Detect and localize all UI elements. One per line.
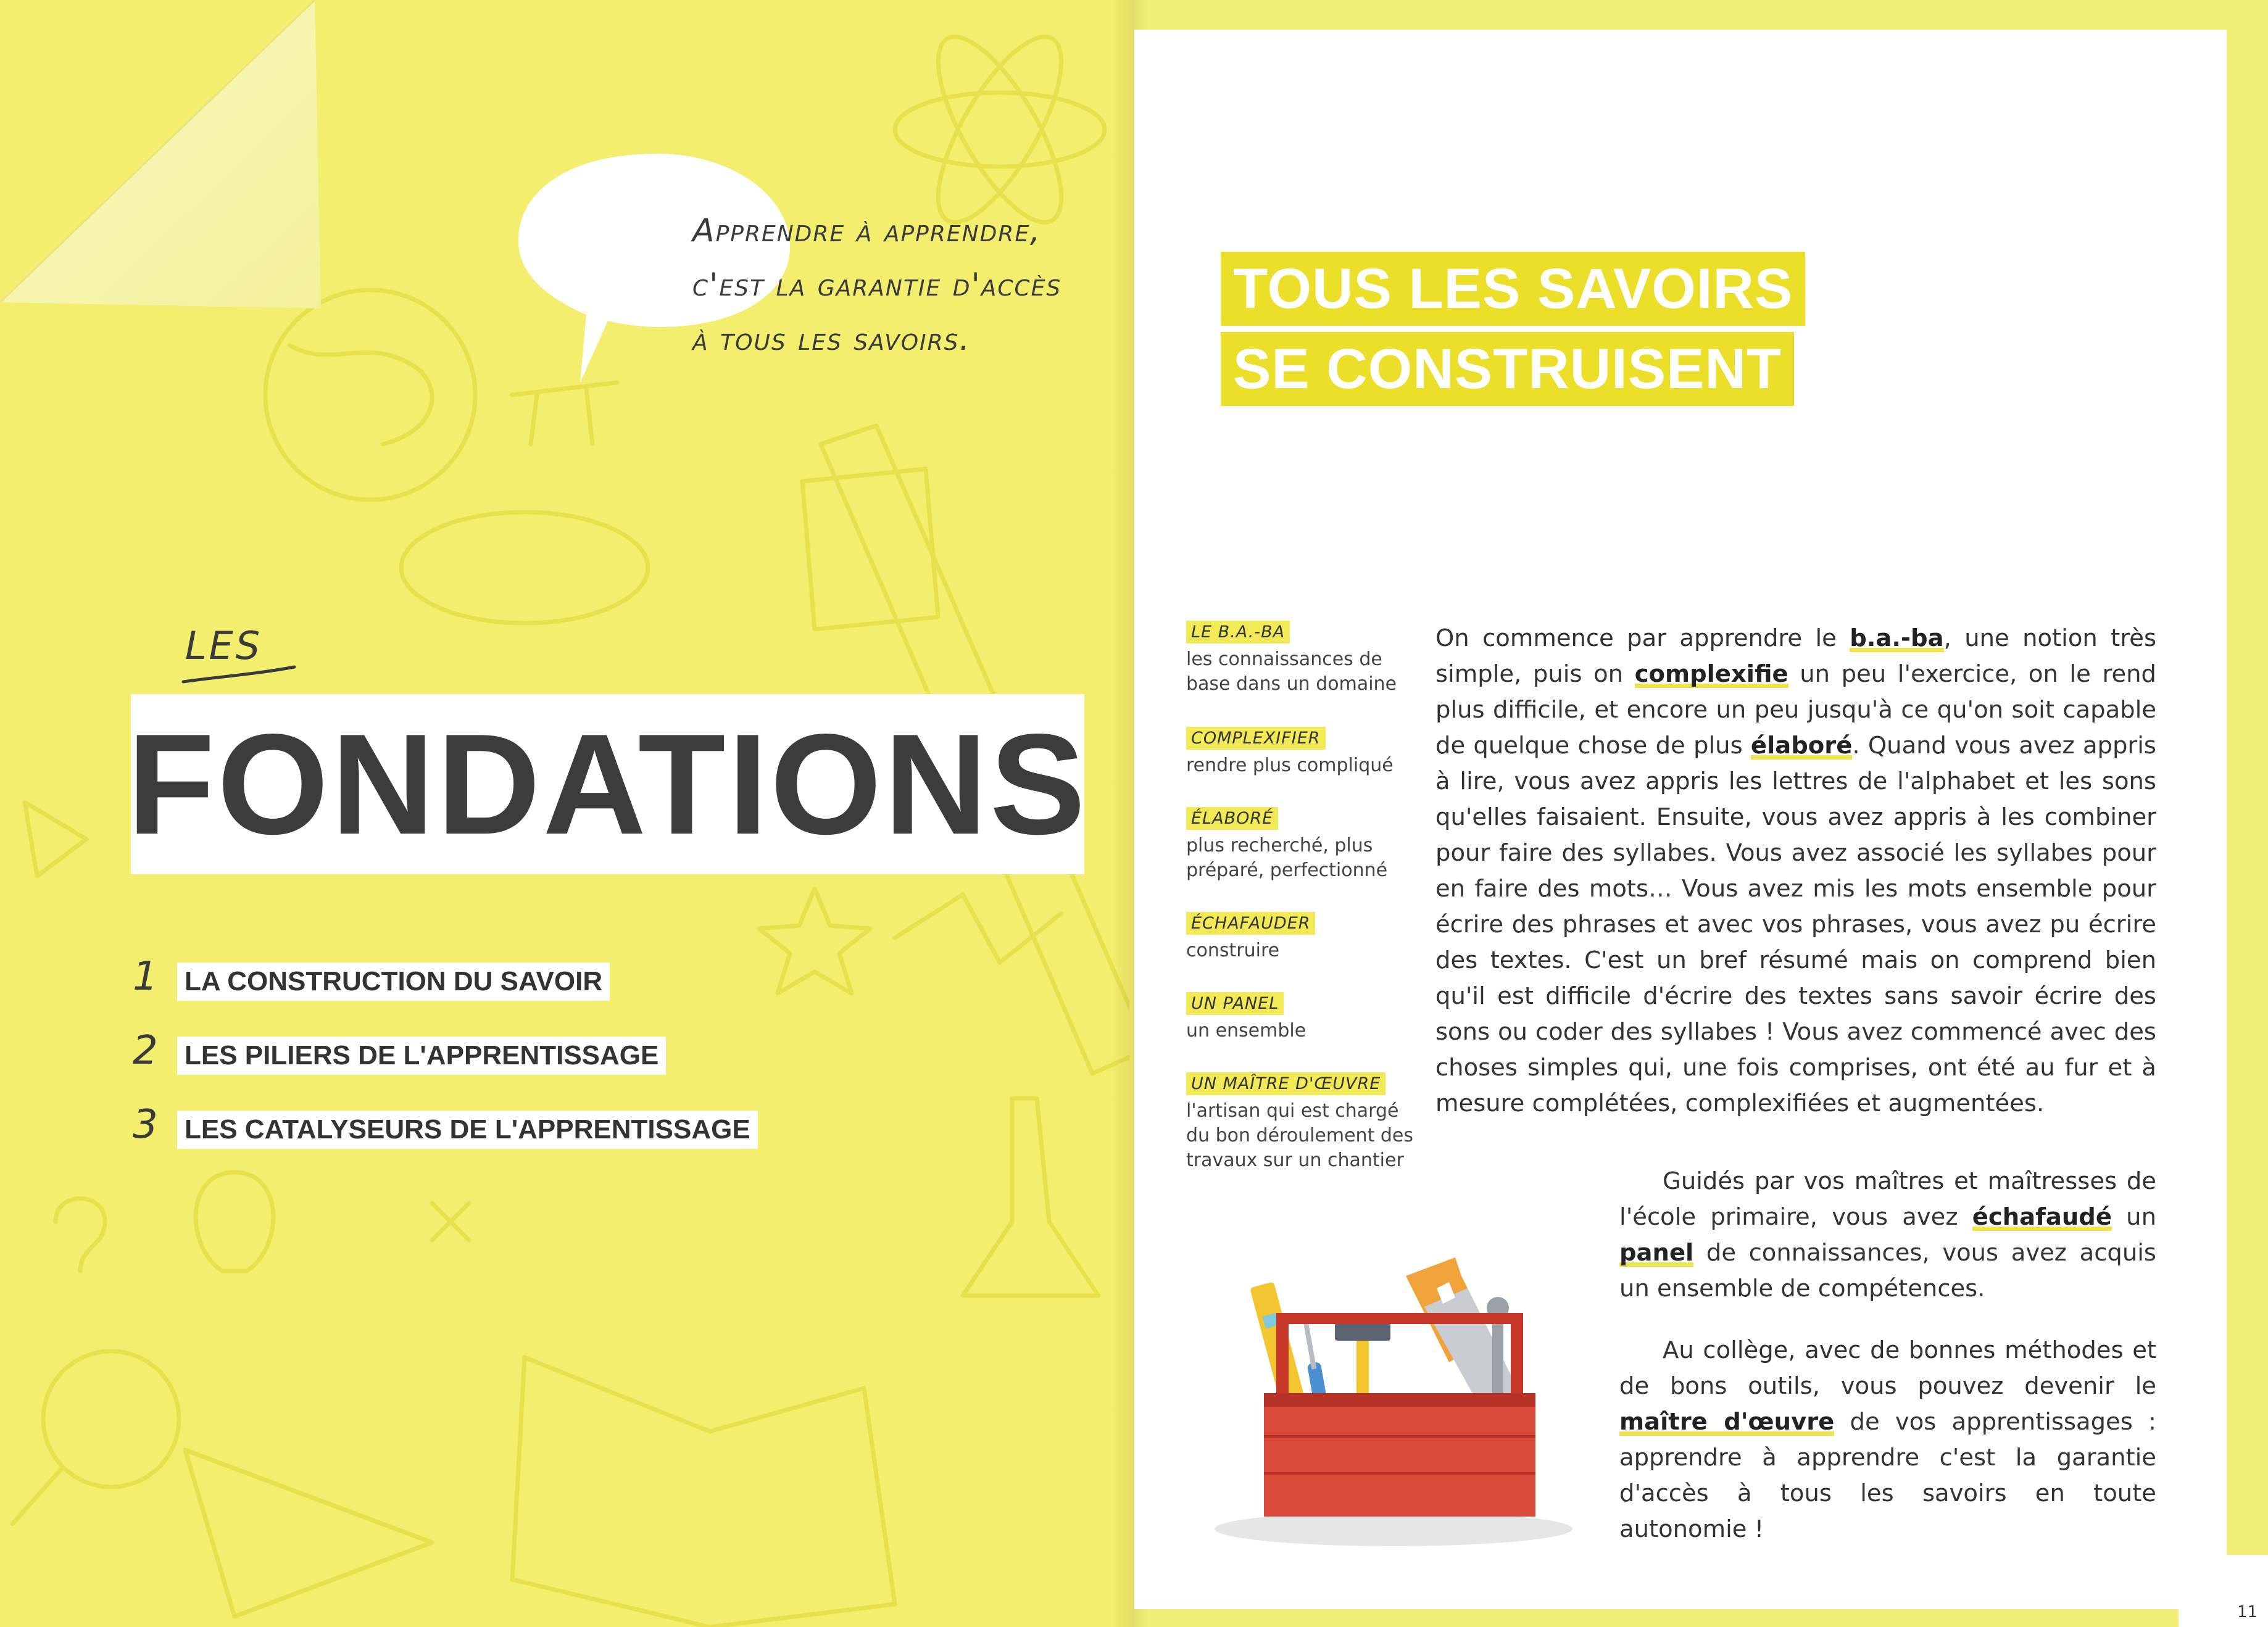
toc-item[interactable] bbox=[133, 954, 935, 1006]
zigzag-doodle bbox=[895, 895, 1061, 963]
glossary-definition: plus recherché, plus préparé, perfectionné bbox=[1186, 835, 1388, 881]
text-run: de connaissances, vous avez acquis un ensemble de compétences. bbox=[1619, 1239, 2156, 1302]
toc-label: LES PILIERS DE L'APPRENTISSAGE bbox=[177, 1037, 666, 1075]
right-page bbox=[1134, 30, 2227, 1609]
book-doodle bbox=[512, 1357, 895, 1627]
toolbox-illustration bbox=[1202, 1239, 1585, 1560]
page-curl-corner bbox=[0, 0, 321, 308]
left-page bbox=[0, 0, 1129, 1627]
text-run: , une notion très simple, puis on bbox=[1435, 624, 2156, 688]
planet-doodle bbox=[401, 512, 648, 623]
glossary-entry bbox=[1186, 912, 1421, 963]
glossary-entry bbox=[1186, 1072, 1421, 1173]
toc-label: LA CONSTRUCTION DU SAVOIR bbox=[177, 963, 610, 1001]
text-run: Au collège, avec de bonnes méthodes et de bons outils, vous pouvez devenir le bbox=[1619, 1336, 2156, 1400]
text-run: de vos apprentissages : apprendre à apprendre c'est la garantie d'accès à tous les savoirs en toute autonomie ! bbox=[1619, 1408, 2157, 1543]
text-run: un peu l'exercice, on le rend plus difficile, et encore un peu jusqu'à ce qu'on soit capable de quelque chose de plus bbox=[1435, 660, 2156, 760]
glossary-term: COMPLEXIFIER bbox=[1186, 727, 1326, 750]
flask-doodle bbox=[963, 1098, 1099, 1296]
title-prefix: LES bbox=[185, 623, 263, 668]
bulb-doodle bbox=[196, 1172, 273, 1271]
question-doodle bbox=[56, 1199, 105, 1272]
heading-line: TOUS LES SAVOIRS bbox=[1221, 252, 1805, 326]
glossary-entry bbox=[1186, 727, 1421, 778]
glossary-definition: construire bbox=[1186, 940, 1280, 961]
text-run: . Quand vous avez appris à lire, vous avez appris les lettres de l'alphabet et les sons qu'elles faisaient. Ensuite, vous avez appris à les combiner pour faire des syllabes. Vous avez associé les syllabes pour en faire des mots… Vous avez mis les mots ensemble pour écrire des phrases et avec vos phrases, vous avez pu écrire des textes. C'est un bref résumé mais on comprend bien qu'il est difficile d'écrire des textes sans savoir écrire des sons ou coder des syllabes ! Vous avez commencé avec des choses simples qui, une fois comprises, ont été au fur et à mesure complétées, complexifiées et augmentées. bbox=[1435, 732, 2156, 1117]
keyword: maître d'œuvre bbox=[1619, 1408, 1835, 1436]
third-paragraph bbox=[1619, 1333, 2156, 1547]
toc-number: 2 bbox=[133, 1028, 158, 1074]
second-paragraph bbox=[1619, 1164, 2156, 1307]
glossary-term: UN PANEL bbox=[1186, 992, 1284, 1015]
triangle-ruler-doodle bbox=[185, 1450, 432, 1617]
glossary-entry bbox=[1186, 621, 1421, 697]
triangle-doodle bbox=[25, 802, 86, 876]
glossary-term: ÉLABORÉ bbox=[1186, 807, 1278, 830]
keyword: complexifie bbox=[1634, 660, 1788, 688]
toc-item[interactable] bbox=[133, 1028, 935, 1080]
toc-number: 3 bbox=[133, 1102, 158, 1148]
glossary-entry bbox=[1186, 992, 1421, 1043]
title-box bbox=[127, 694, 1088, 874]
section-heading bbox=[1221, 252, 1805, 412]
toc-number: 1 bbox=[133, 954, 158, 1000]
x-doodle bbox=[432, 1203, 469, 1240]
glossary-definition: rendre plus compliqué bbox=[1186, 755, 1394, 776]
keyword: panel bbox=[1619, 1239, 1694, 1267]
toc-label: LES CATALYSEURS DE L'APPRENTISSAGE bbox=[177, 1111, 758, 1149]
heading-line: SE CONSTRUISENT bbox=[1221, 332, 1794, 406]
keyword: échafaudé bbox=[1972, 1203, 2112, 1231]
glossary-definition: un ensemble bbox=[1186, 1020, 1306, 1041]
keyword: b.a.-ba bbox=[1850, 624, 1944, 652]
toc-item[interactable] bbox=[133, 1102, 935, 1154]
glossary-definition: l'artisan qui est chargé du bon déroulement des travaux sur un chantier bbox=[1186, 1100, 1413, 1171]
glossary-term: ÉCHAFAUDER bbox=[1186, 912, 1315, 935]
glossary-entry bbox=[1186, 807, 1421, 883]
pencil-doodle-2 bbox=[802, 469, 938, 629]
keyword: élaboré bbox=[1750, 732, 1853, 760]
page-number: 11 bbox=[2237, 1603, 2258, 1621]
magnifier-doodle bbox=[43, 1351, 179, 1487]
text-run: On commence par apprendre le bbox=[1435, 624, 1850, 652]
quote-line: Apprendre à apprendre, bbox=[692, 212, 1042, 249]
globe-doodle bbox=[265, 290, 475, 500]
text-run: Guidés par vos maîtres et maîtresses de l'école primaire, vous avez bbox=[1619, 1167, 2156, 1231]
main-paragraph bbox=[1435, 621, 2156, 1122]
quote-line: à tous les savoirs. bbox=[692, 321, 971, 358]
glossary-term: UN MAÎTRE D'ŒUVRE bbox=[1186, 1072, 1385, 1095]
quote-line: c'est la garantie d'accès bbox=[692, 267, 1062, 304]
quote-text bbox=[692, 204, 1129, 366]
page-title: FONDATIONS bbox=[127, 704, 1088, 864]
glossary-term: LE B.A.-BA bbox=[1186, 621, 1290, 644]
title-prefix-underline bbox=[180, 663, 297, 688]
text-run: un bbox=[2111, 1203, 2156, 1231]
glossary-definition: les connaissances de base dans un domaine bbox=[1186, 648, 1397, 695]
